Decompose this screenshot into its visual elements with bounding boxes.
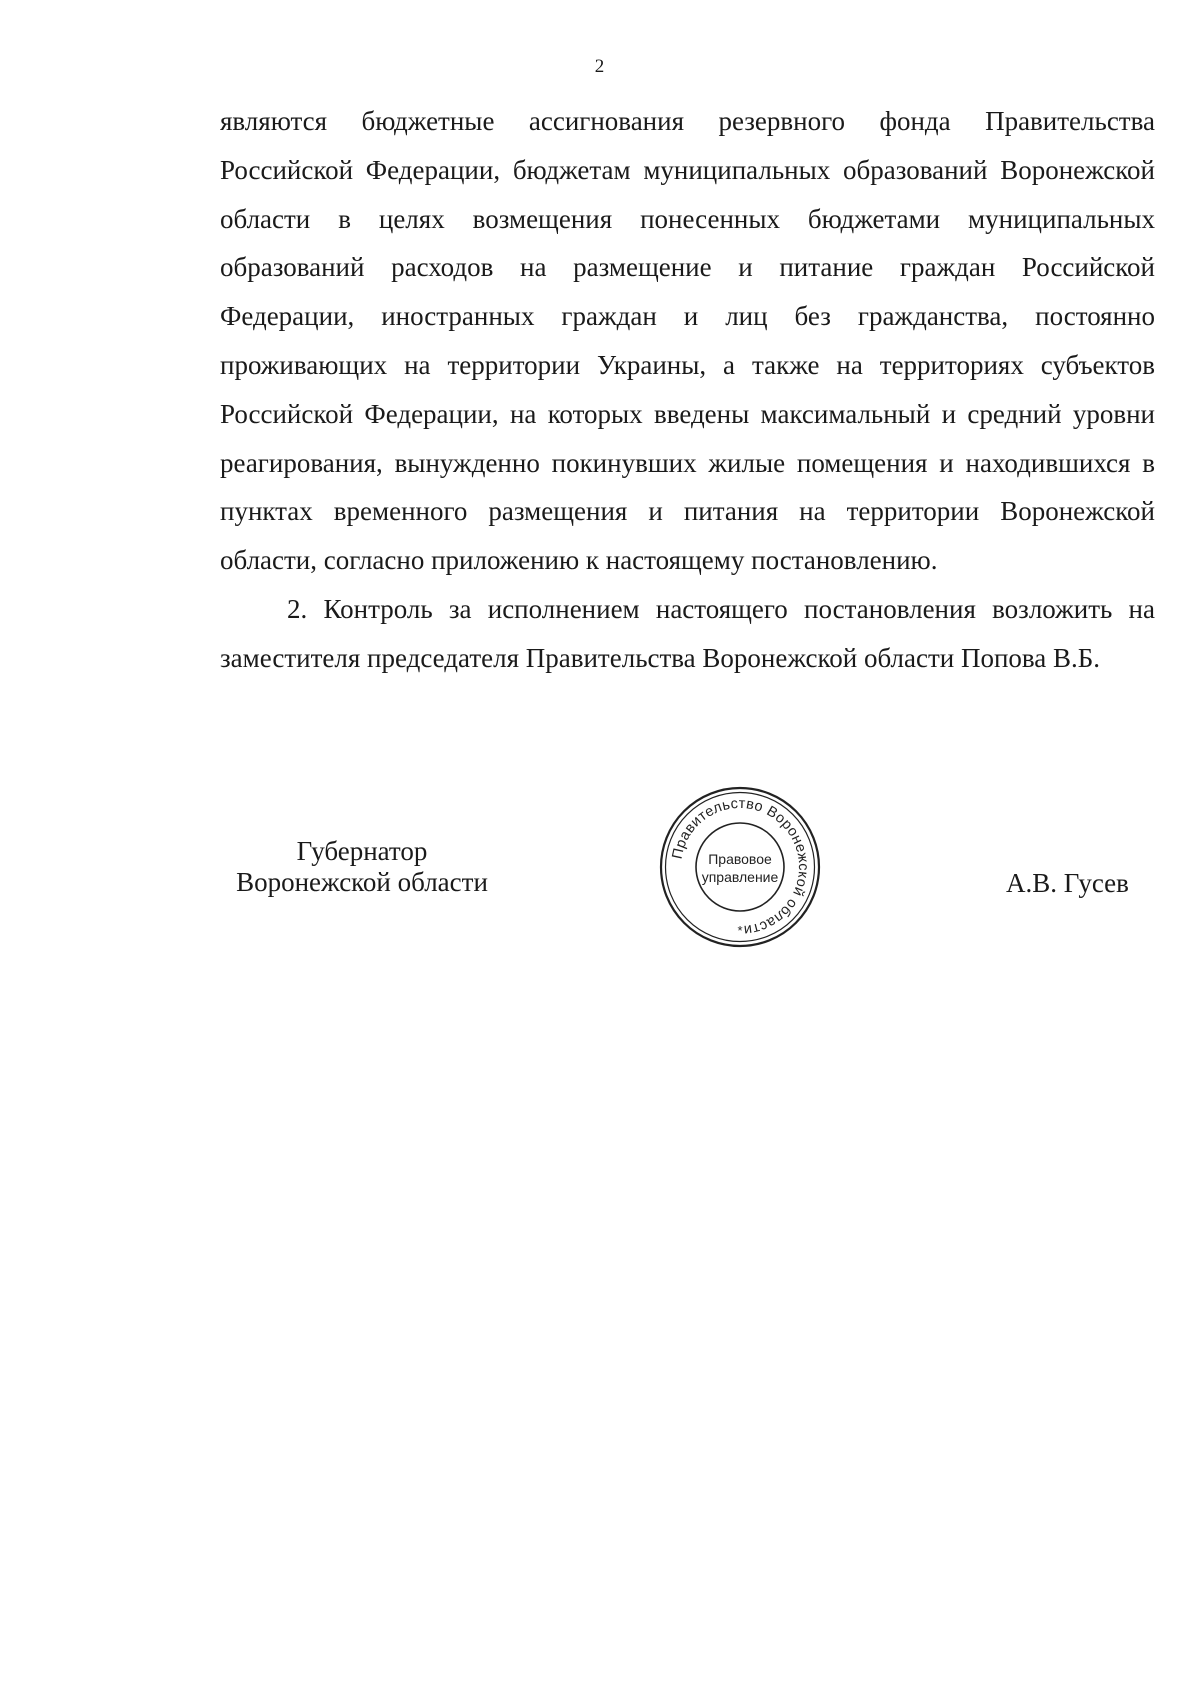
page-number: 2 <box>594 56 606 77</box>
signatory-position-line2: Воронежской области <box>236 867 488 897</box>
signatory-position <box>217 836 507 898</box>
paragraph-2: 2. Контроль за исполнением настоящего постановления возложить на заместителя председателя Правительства Воронежской области Попова В.Б. <box>220 593 1155 673</box>
document-body <box>220 97 1155 683</box>
stamp-star: * <box>737 923 743 938</box>
stamp-center-line1: Правовое <box>708 851 772 867</box>
paragraph-1: являются бюджетные ассигнования резервного фонда Правительства Российской Федерации, бюджетам муниципальных образований Воронежской области в целях возмещения понесенных бюджетами муниципальных образований расходов на размещение и питание граждан Российской Федерации, иностранных граждан и лиц без гражданства, постоянно проживающих на территории Украины, а также на территориях субъектов Российской Федерации, на которых введены максимальный и средний уровни реагирования, вынужденно покинувших жилые помещения и находившихся в пунктах временного размещения и питания на территории Воронежской области, согласно приложению к настоящему постановлению. <box>220 106 1155 576</box>
signatory-position-line1: Губернатор <box>296 836 428 866</box>
stamp-center-line2: управление <box>701 869 779 885</box>
official-stamp <box>658 785 822 949</box>
signatory-name: А.В. Гусев <box>1006 868 1129 898</box>
stamp-ring-text: Правительство Воронежской области <box>669 795 812 938</box>
